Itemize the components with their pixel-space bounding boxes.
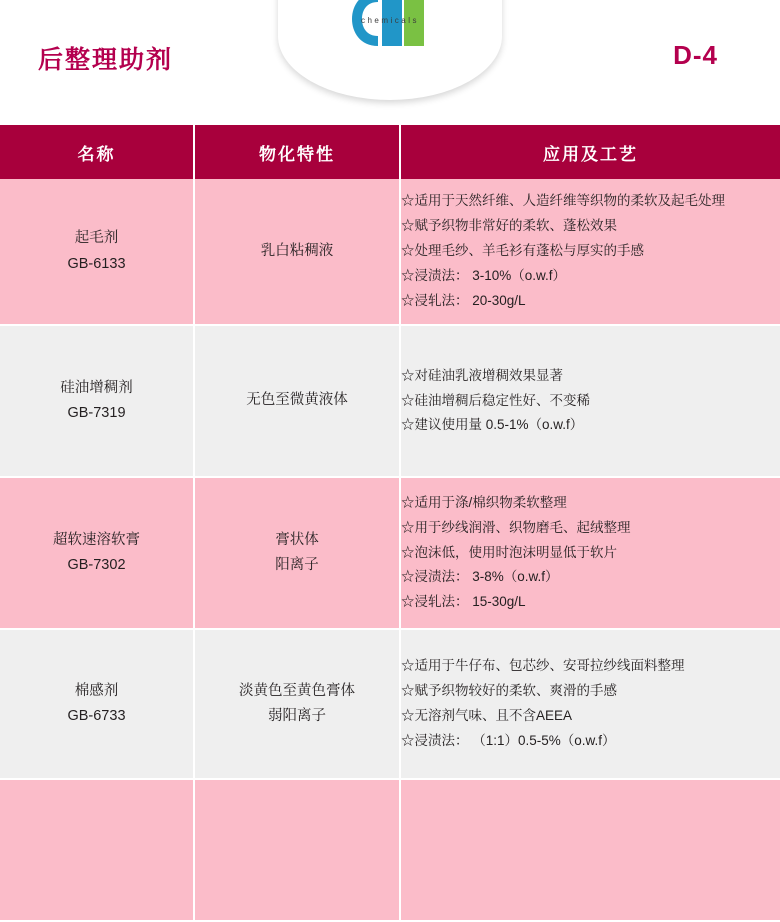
application-line: ☆浸轧法： 15-30g/L xyxy=(401,594,526,610)
cell-product-name xyxy=(0,629,194,779)
company-logo xyxy=(278,0,502,100)
product-code: GB-6733 xyxy=(67,708,126,724)
property-line: 阳离子 xyxy=(275,557,319,573)
cell-product-property xyxy=(194,325,400,477)
application-line: ☆适用于牛仔布、包芯纱、安哥拉纱线面料整理 xyxy=(401,658,685,674)
product-code: GB-7302 xyxy=(67,557,126,573)
table-header-row xyxy=(0,125,780,179)
column-header-name: 名称 xyxy=(0,125,194,179)
table-row xyxy=(0,325,780,477)
application-line: ☆浸渍法： （1:1）0.5-5%（o.w.f） xyxy=(401,732,616,748)
application-line: ☆浸渍法： 3-10%（o.w.f） xyxy=(401,267,567,283)
cell-product-application xyxy=(400,779,780,921)
column-header-application: 应用及工艺 xyxy=(400,125,780,179)
application-line: ☆用于纱线润滑、织物磨毛、起绒整理 xyxy=(401,519,631,535)
property-line: 淡黄色至黄色膏体 xyxy=(239,682,355,699)
table-row xyxy=(0,179,780,325)
application-line: ☆对硅油乳液增稠效果显著 xyxy=(401,367,563,383)
product-name: 起毛剂 xyxy=(74,230,119,247)
application-line: ☆无溶剂气味、且不含AEEA xyxy=(401,708,573,723)
table-body xyxy=(0,179,780,921)
cell-product-property xyxy=(194,779,400,921)
cell-product-application xyxy=(400,629,780,779)
logo-mark-icon xyxy=(348,0,432,50)
application-line: ☆适用于天然纤维、人造纤维等织物的柔软及起毛处理 xyxy=(401,193,725,209)
column-header-property: 物化特性 xyxy=(194,125,400,179)
product-name: 超软速溶软膏 xyxy=(53,531,140,548)
cell-product-application xyxy=(400,325,780,477)
property-line: 膏状体 xyxy=(275,531,319,548)
product-name: 棉感剂 xyxy=(74,682,119,699)
application-line: ☆处理毛纱、羊毛衫有蓬松与厚实的手感 xyxy=(401,243,644,259)
table-header xyxy=(0,125,780,179)
product-name: 硅油增稠剂 xyxy=(60,379,133,396)
property-line: 无色至微黄液体 xyxy=(246,392,348,409)
application-line: ☆建议使用量 0.5-1%（o.w.f） xyxy=(401,417,584,433)
application-line: ☆赋予织物较好的柔软、爽滑的手感 xyxy=(401,683,617,699)
logo-wordmark: chemicals xyxy=(360,16,420,25)
table-row xyxy=(0,477,780,629)
cell-product-property xyxy=(194,179,400,325)
cell-product-name xyxy=(0,477,194,629)
product-code: GB-6133 xyxy=(67,255,126,272)
cell-product-name xyxy=(0,779,194,921)
cell-product-property xyxy=(194,477,400,629)
table-row xyxy=(0,779,780,921)
page-header xyxy=(0,0,780,125)
application-line: ☆硅油增稠后稳定性好、不变稀 xyxy=(401,392,590,408)
table-row xyxy=(0,629,780,779)
property-line: 弱阳离子 xyxy=(268,708,326,724)
application-line: ☆适用于涤/棉织物柔软整理 xyxy=(401,494,567,510)
cell-product-application xyxy=(400,477,780,629)
products-table xyxy=(0,125,780,922)
page-code: D-4 xyxy=(673,40,718,70)
product-code: GB-7319 xyxy=(67,405,126,421)
application-line: ☆浸轧法： 20-30g/L xyxy=(401,292,526,308)
application-line: ☆浸渍法： 3-8%（o.w.f） xyxy=(401,569,559,585)
application-line: ☆赋予织物非常好的柔软、蓬松效果 xyxy=(401,218,617,234)
cell-product-name xyxy=(0,325,194,477)
cell-product-property xyxy=(194,629,400,779)
page-title: 后整理助剂 xyxy=(38,46,174,74)
cell-product-application xyxy=(400,179,780,325)
cell-product-name xyxy=(0,179,194,325)
application-line: ☆泡沫低，使用时泡沫明显低于软片 xyxy=(401,544,617,560)
property-line: 乳白粘稠液 xyxy=(260,242,334,259)
